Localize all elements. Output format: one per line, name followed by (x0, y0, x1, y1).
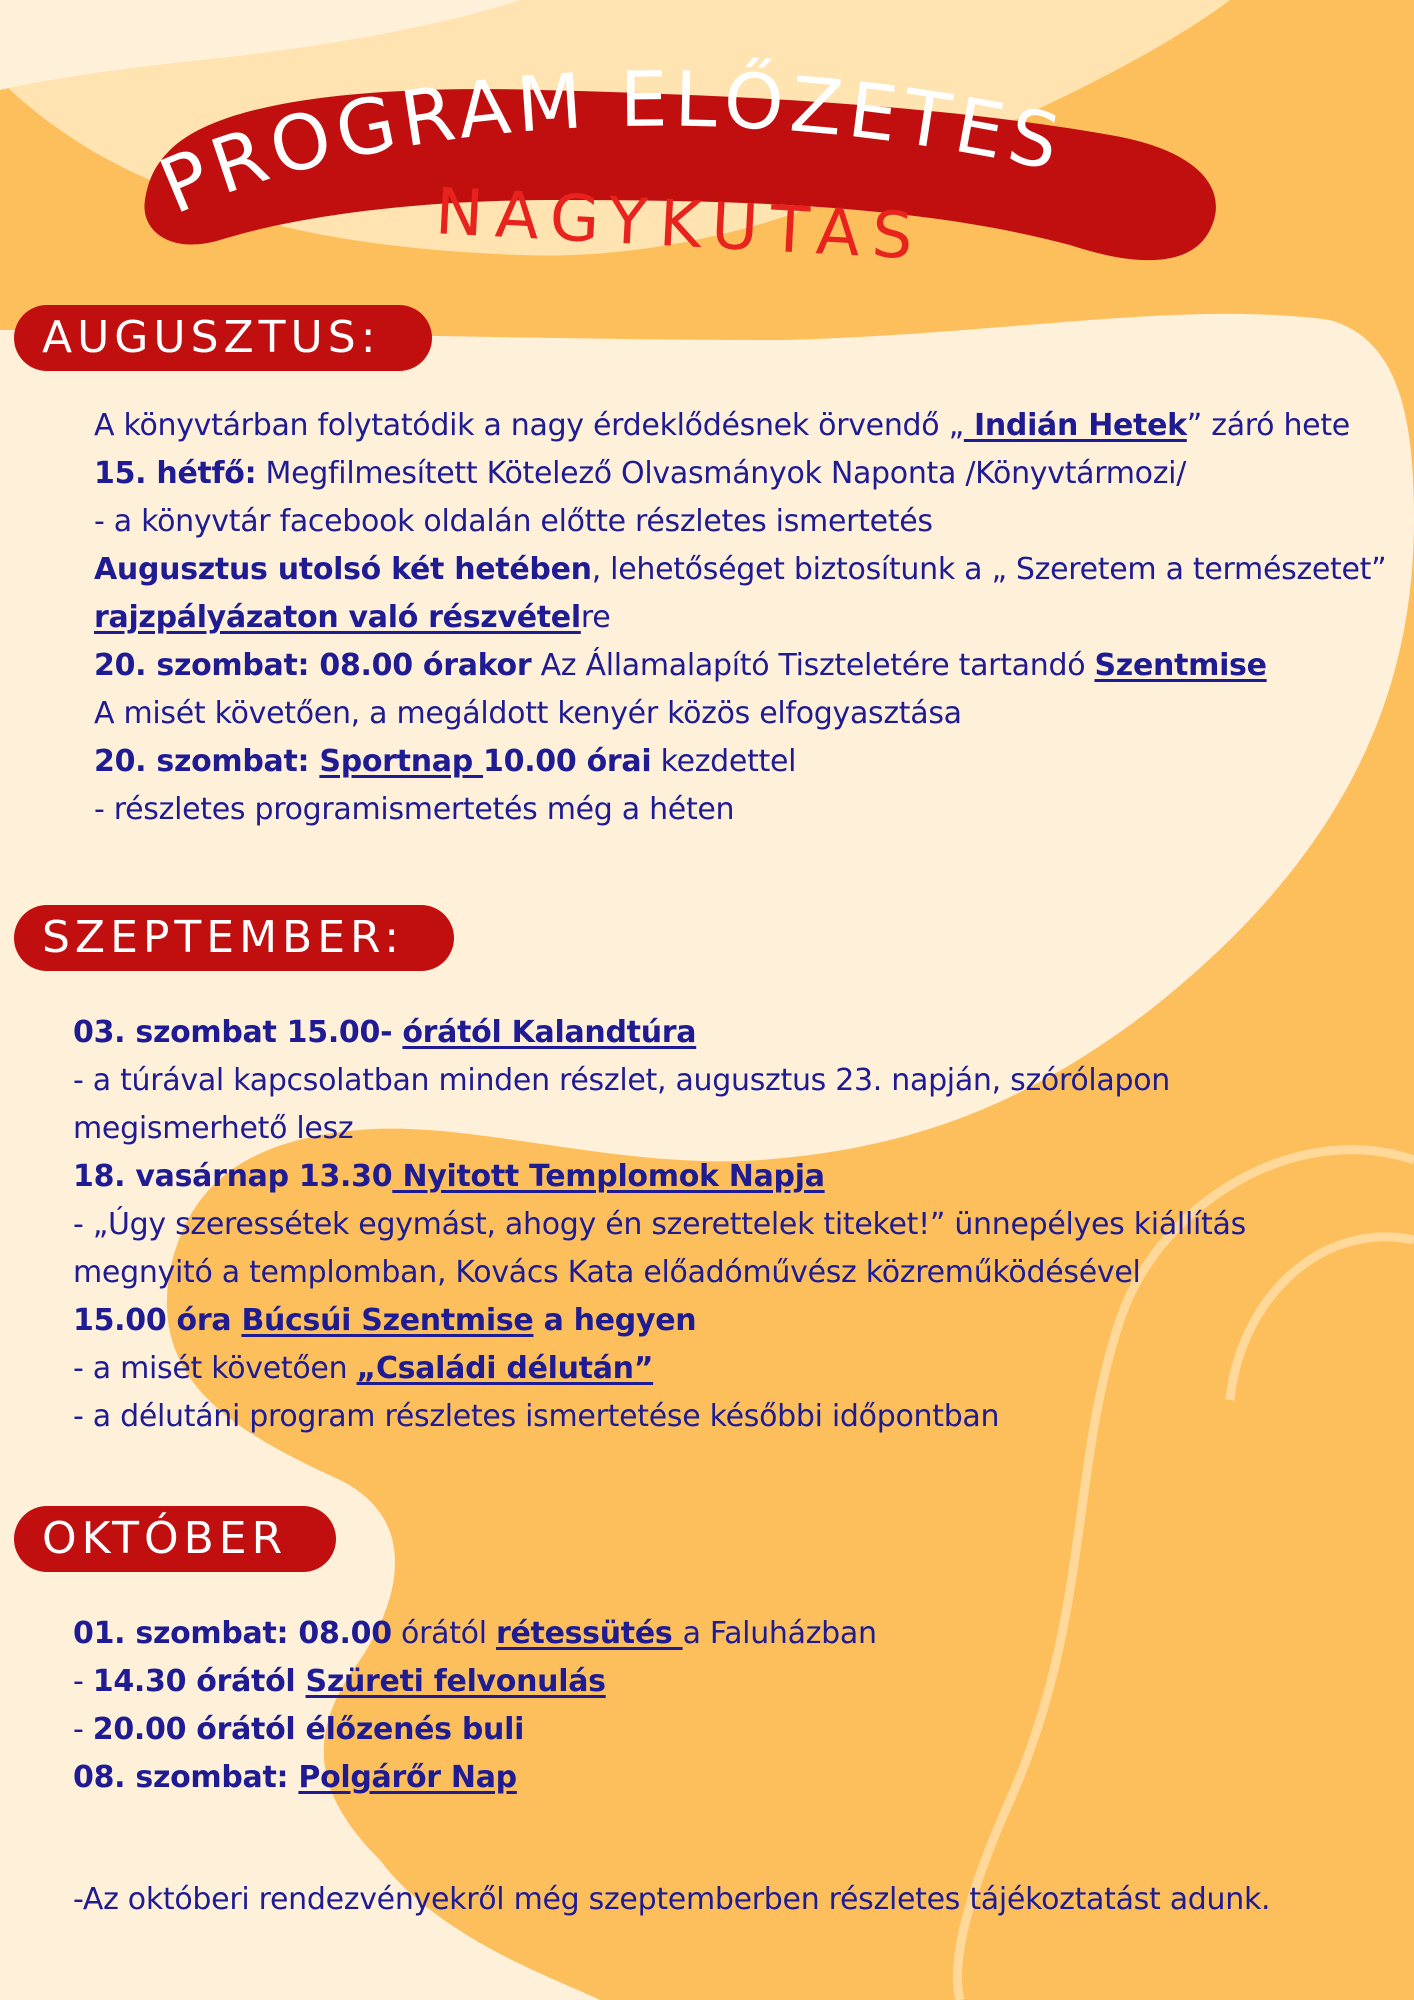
date-label: Augusztus utolsó két hetében (94, 552, 592, 587)
text: kezdettel (651, 744, 797, 779)
september-line-6: megnyitó a templomban, Kovács Kata előadóművész közreműködésével (73, 1255, 1141, 1290)
date-label: 01. szombat: 08.00 (73, 1616, 392, 1651)
august-line-5 (94, 642, 1384, 690)
august-line-2 (94, 450, 1384, 498)
holy-mass-link[interactable]: Szentmise (1094, 648, 1267, 683)
text: Megfilmesített Kötelező Olvasmányok Naponta /Könyvtármozi/ (256, 456, 1187, 491)
october-line-2 (73, 1658, 1383, 1706)
september-line-5: - „Úgy szeressétek egymást, ahogy én szerettelek titeket!” ünnepélyes kiállítás (73, 1207, 1246, 1242)
september-line-4 (73, 1153, 1383, 1201)
text: - (73, 1712, 93, 1747)
date-label: 03. szombat 15.00- (73, 1015, 403, 1050)
feast-mass-link[interactable]: Búcsúi Szentmise (241, 1303, 534, 1338)
text: A könyvtárban folytatódik a nagy érdeklődésnek örvendő „ (94, 408, 964, 443)
date-label: 15. hétfő: (94, 456, 257, 491)
date-label: 18. vasárnap 13.30 (73, 1159, 393, 1194)
time-label: 10.00 órai (483, 744, 652, 779)
october-section (73, 1610, 1383, 1802)
august-line-8: - részletes programismertetés még a héten (94, 792, 735, 827)
august-line-3: - a könyvtár facebook oldalán előtte részletes ismertetés (94, 504, 933, 539)
september-line-7 (73, 1297, 1383, 1345)
october-line-1 (73, 1610, 1383, 1658)
text: ” záró hete (1186, 408, 1350, 443)
date-label: 20. szombat: (94, 744, 320, 779)
sports-day-link[interactable]: Sportnap (319, 744, 484, 779)
text: órától (391, 1616, 496, 1651)
page-subtitle: NAGYKUTAS (433, 175, 927, 275)
time-label: 14.30 órától (92, 1664, 306, 1699)
drawing-contest-link[interactable]: rajzpályázaton való részvétel (94, 600, 581, 635)
time-label: 20.00 órától élőzenés buli (92, 1712, 525, 1747)
september-heading: SZEPTEMBER: (14, 905, 454, 971)
harvest-parade-link[interactable]: Szüreti felvonulás (305, 1664, 606, 1699)
text: re (580, 600, 611, 635)
open-churches-day-link[interactable]: Nyitott Templomok Napja (392, 1159, 825, 1194)
time-label: 15.00 óra (73, 1303, 242, 1338)
date-label: 20. szombat: 08.00 órakor (94, 648, 532, 683)
september-line-8 (73, 1345, 1383, 1393)
september-line-2: - a túrával kapcsolatban minden részlet, augusztus 23. napján, szórólapon (73, 1063, 1171, 1098)
september-section (73, 1009, 1383, 1441)
text: Az Államalapító Tiszteletére tartandó (531, 648, 1095, 683)
indian-weeks-link[interactable]: Indián Hetek (963, 408, 1187, 443)
adventure-tour-link[interactable]: órától Kalandtúra (402, 1015, 697, 1050)
october-line-3 (73, 1706, 1383, 1754)
august-line-6: A misét követően, a megáldott kenyér közös elfogyasztása (94, 696, 962, 731)
august-section (94, 402, 1387, 834)
text: , lehetőséget biztosítunk a „ Szeretem a természetet” (591, 552, 1387, 587)
august-line-1 (94, 402, 1394, 450)
august-heading: AUGUSZTUS: (14, 305, 432, 371)
civil-guard-day-link[interactable]: Polgárőr Nap (298, 1760, 517, 1795)
text: - a misét követően (73, 1351, 357, 1386)
text: - (73, 1664, 93, 1699)
date-label: 08. szombat: (73, 1760, 299, 1795)
august-line-4 (94, 546, 1394, 642)
strudel-baking-link[interactable]: rétessütés (495, 1616, 683, 1651)
place-label: a hegyen (533, 1303, 697, 1338)
october-heading: OKTÓBER (14, 1506, 336, 1572)
footer-note: -Az októberi rendezvényekről még szeptemberben részletes tájékoztatást adunk. (73, 1882, 1271, 1917)
august-line-7 (94, 738, 1384, 786)
page-title-text: PROGRAM ELŐZETES (147, 54, 1073, 232)
october-line-4 (73, 1754, 1383, 1802)
family-afternoon-link[interactable]: „Családi délután” (356, 1351, 654, 1386)
september-line-9: - a délutáni program részletes ismertetése későbbi időpontban (73, 1399, 1000, 1434)
september-line-1 (73, 1009, 1383, 1057)
september-line-3: megismerhető lesz (73, 1111, 354, 1146)
text: a Faluházban (682, 1616, 877, 1651)
